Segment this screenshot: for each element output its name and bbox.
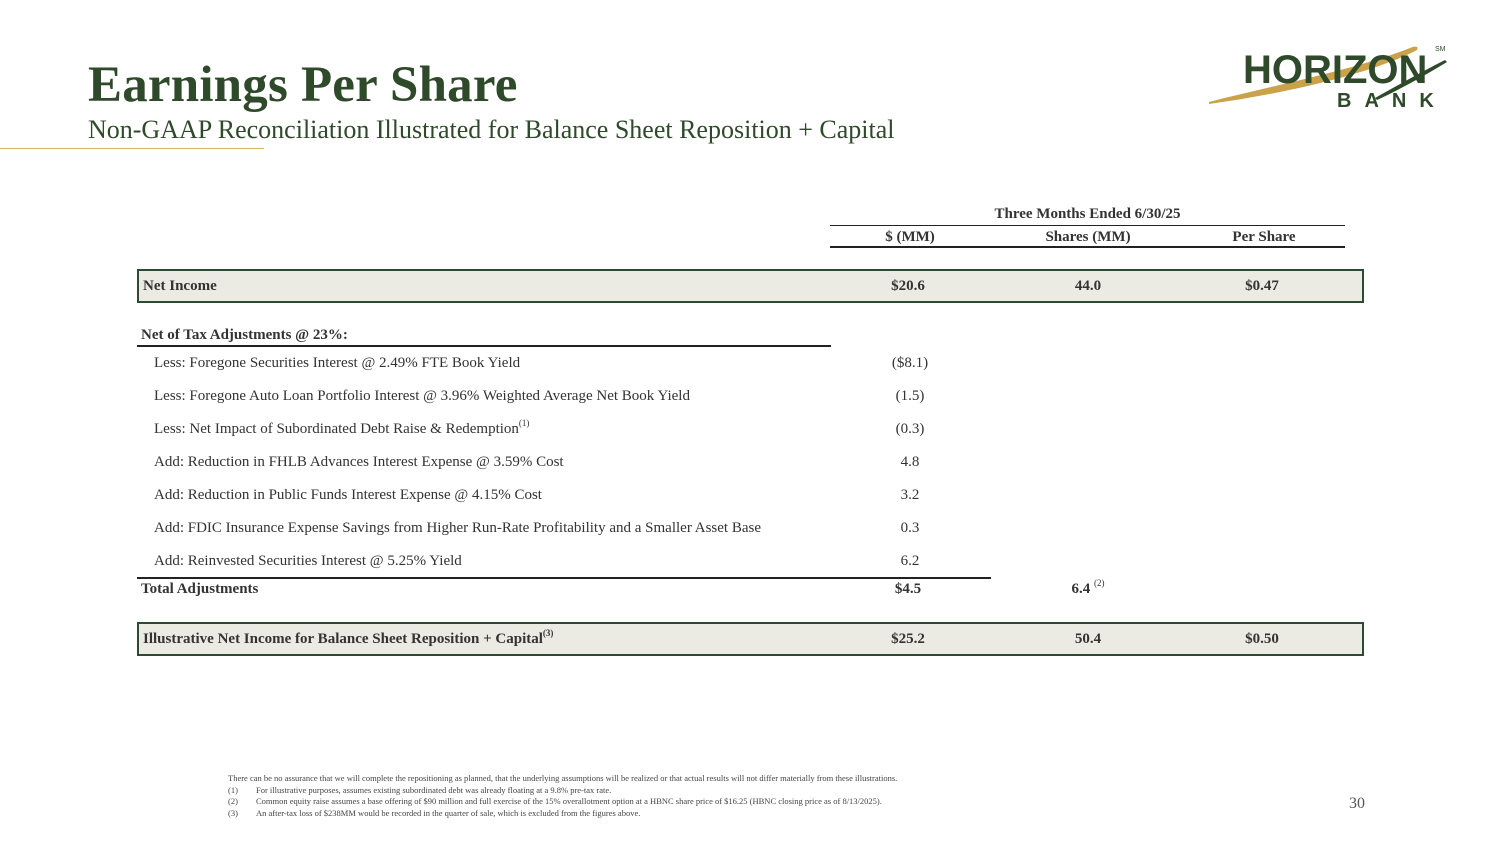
illustrative-net-income-label: Illustrative Net Income for Balance Sheet Reposition + Capital$^{(3)}$ bbox=[143, 628, 554, 647]
footnote-ref: (2) bbox=[1094, 578, 1105, 588]
illustrative-amount: $25.2 bbox=[891, 631, 925, 647]
footnote-text: For illustrative purposes, assumes existing subordinated debt was already floating at a 9.8% pre-tax rate. bbox=[256, 784, 612, 795]
adjustment-amount: ($8.1) bbox=[891, 355, 929, 371]
section-rule bbox=[137, 345, 831, 347]
page-subtitle: Non-GAAP Reconciliation Illustrated for Balance Sheet Reposition + Capital bbox=[88, 115, 895, 144]
footnote-text: Common equity raise assumes a base offering of $90 million and full exercise of the 15% overallotment option at a HBNC share price of $16.25 (HBNC closing price as of 8/13/2025). bbox=[256, 796, 882, 806]
adjustment-label: Add: Reinvested Securities Interest @ 5.25% Yield bbox=[154, 553, 462, 569]
page-title: Earnings Per Share bbox=[88, 57, 518, 113]
footnote-ref: (1) bbox=[518, 418, 530, 428]
footnotes bbox=[228, 773, 1228, 819]
column-header-shares: Shares (MM) bbox=[1045, 229, 1131, 245]
net-income-per-share: $0.47 bbox=[1245, 278, 1279, 294]
column-header-amount: $ (MM) bbox=[885, 229, 935, 245]
total-adjustments-shares: 6.4 $^{(2)}$ bbox=[1071, 578, 1105, 597]
column-group-header: Three Months Ended 6/30/25 bbox=[994, 206, 1181, 222]
horizon-bank-logo bbox=[1205, 40, 1455, 120]
total-adjustments-amount: $4.5 bbox=[894, 581, 922, 597]
footnote-item bbox=[228, 808, 1228, 820]
page-number: 30 bbox=[1349, 795, 1365, 812]
adjustment-amount: (0.3) bbox=[895, 421, 925, 437]
header-rule-bottom bbox=[830, 246, 1345, 248]
adjustment-amount: 4.8 bbox=[900, 454, 920, 470]
adjustment-label: Less: Net Impact of Subordinated Debt Raise & Redemption$^{(1)}$ bbox=[154, 418, 530, 437]
adjustment-label: Add: Reduction in Public Funds Interest Expense @ 4.15% Cost bbox=[154, 487, 542, 503]
net-income-label: Net Income bbox=[143, 278, 217, 294]
footnote-ref: (3) bbox=[542, 628, 554, 638]
net-income-row bbox=[137, 269, 1364, 303]
header-rule-top bbox=[830, 225, 1345, 226]
footnote-intro: There can be no assurance that we will complete the repositioning as planned, that the underlying assumptions will be realized or that actual results will not differ materially from these illustrations. bbox=[228, 773, 898, 783]
footnote-item bbox=[228, 796, 1228, 808]
logo-subtext: BANK bbox=[1337, 90, 1447, 112]
adjustment-amount: 0.3 bbox=[900, 520, 920, 536]
illustrative-net-income-row bbox=[137, 622, 1364, 656]
footnote-number: (1) bbox=[228, 784, 238, 795]
adjustment-label: Less: Foregone Securities Interest @ 2.49% FTE Book Yield bbox=[154, 355, 521, 371]
adjustment-label: Less: Foregone Auto Loan Portfolio Interest @ 3.96% Weighted Average Net Book Yield bbox=[154, 388, 690, 404]
adjustments-section-label: Net of Tax Adjustments @ 23%: bbox=[141, 327, 348, 343]
title-divider bbox=[0, 148, 264, 149]
footnote-number: (3) bbox=[228, 807, 238, 818]
illustrative-shares: 50.4 bbox=[1074, 631, 1102, 647]
adjustment-amount: 3.2 bbox=[900, 487, 920, 503]
logo-wordmark: HORIZON bbox=[1243, 48, 1428, 92]
footnote-item bbox=[228, 785, 1228, 797]
column-header-per-share: Per Share bbox=[1232, 229, 1296, 245]
footnote-text: An after-tax loss of $238MM would be recorded in the quarter of sale, which is excluded from the figures above. bbox=[256, 807, 641, 818]
net-income-shares: 44.0 bbox=[1074, 278, 1102, 294]
adjustment-label: Add: FDIC Insurance Expense Savings from Higher Run-Rate Profitability and a Smaller Asset Base bbox=[154, 520, 761, 536]
adjustment-label: Add: Reduction in FHLB Advances Interest Expense @ 3.59% Cost bbox=[154, 454, 564, 470]
footnote-number: (2) bbox=[228, 796, 238, 806]
illustrative-per-share: $0.50 bbox=[1245, 631, 1279, 647]
net-income-amount: $20.6 bbox=[891, 278, 925, 294]
logo-trademark: SM bbox=[1435, 46, 1446, 53]
total-adjustments-label: Total Adjustments bbox=[141, 581, 259, 597]
adjustment-amount: (1.5) bbox=[895, 388, 925, 404]
adjustment-amount: 6.2 bbox=[900, 553, 920, 569]
total-rule bbox=[137, 577, 991, 579]
